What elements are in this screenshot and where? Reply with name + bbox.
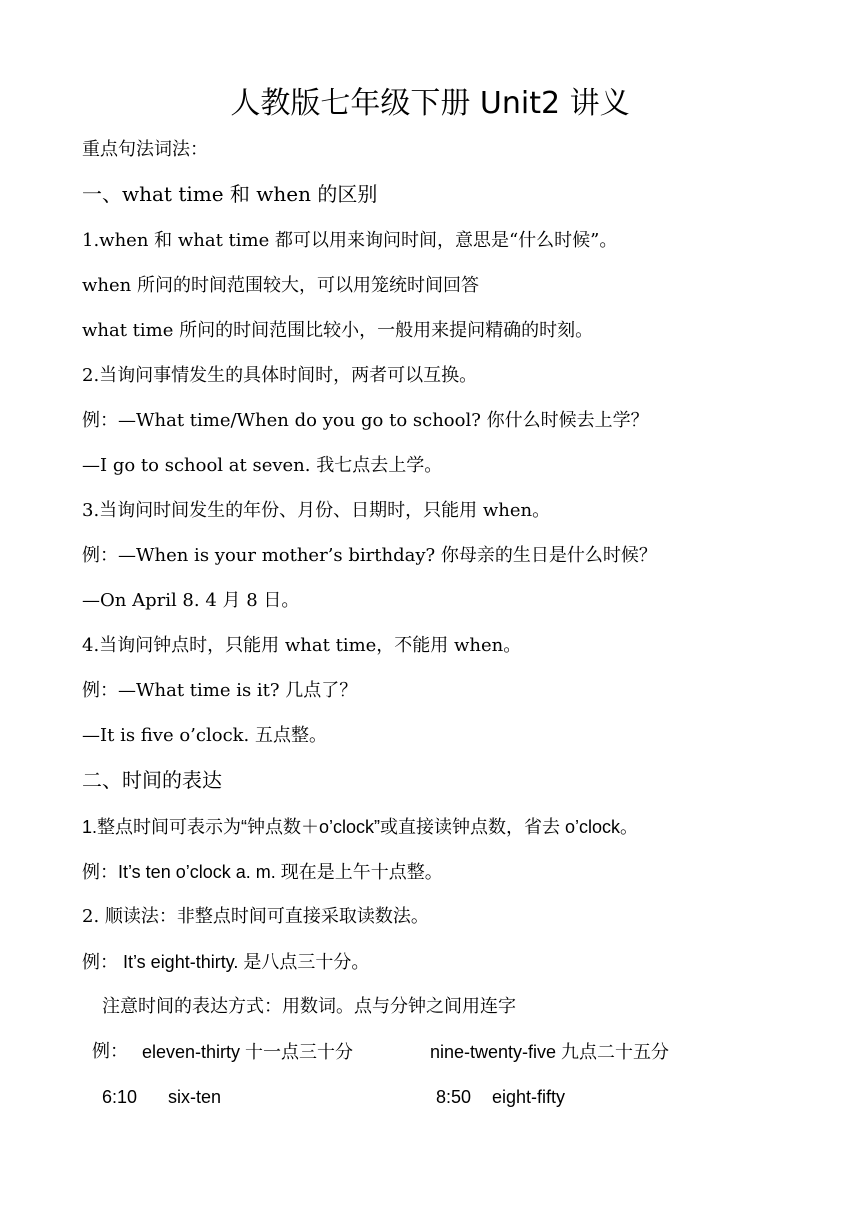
section1-line-3: what time 所问的时间范围比较小，一般用来提问精确的时刻。	[82, 320, 594, 341]
section1-heading: 一、what time 和 when 的区别	[82, 182, 378, 206]
page-title: 人教版七年级下册 Unit2 讲义	[230, 86, 630, 121]
time-word-2: eight-fifty	[492, 1087, 566, 1107]
example-label: 例：	[92, 1041, 128, 1062]
section1-line-8: 例：—When is your mother’s birthday? 你母亲的生日是什么时候？	[82, 545, 657, 566]
subtitle: 重点句法词法：	[82, 139, 208, 160]
section2-line-3: 2. 顺读法：非整点时间可直接采取读数法。	[82, 906, 429, 927]
section1-line-2: when 所问的时间范围较大，可以用笼统时间回答	[82, 275, 479, 296]
section2-line-2: 例：It’s ten o’clock a. m. 现在是上午十点整。	[82, 862, 443, 882]
time-1: 6:10	[102, 1087, 138, 1107]
time-2: 8:50	[436, 1087, 472, 1107]
section1-line-5: 例：—What time/When do you go to school? 你什么时候去上学？	[82, 410, 649, 431]
example-item-2: nine-twenty-five 九点二十五分	[430, 1042, 670, 1062]
section2-line-4: 例： It’s eight-thirty. 是八点三十分。	[82, 952, 370, 972]
section2-heading: 二、时间的表达	[82, 768, 222, 792]
section1-line-6: —I go to school at seven. 我七点去上学。	[82, 455, 443, 476]
section1-line-12: —It is five o’clock. 五点整。	[82, 725, 327, 746]
example-item-1: eleven-thirty 十一点三十分	[142, 1042, 354, 1062]
time-word-1: six-ten	[168, 1087, 222, 1107]
section1-line-1: 1.when 和 what time 都可以用来询问时间，意思是“什么时候”。	[82, 230, 618, 251]
section1-line-11: 例：—What time is it? 几点了？	[82, 680, 358, 701]
section1-line-7: 3.当询问时间发生的年份、月份、日期时，只能用 when。	[82, 500, 551, 521]
section1-line-4: 2.当询问事情发生的具体时间时，两者可以互换。	[82, 365, 478, 386]
section1-line-10: 4.当询问钟点时，只能用 what time，不能用 when。	[82, 635, 522, 656]
section2-line-1: 1.整点时间可表示为“钟点数＋o’clock”或直接读钟点数，省去 o’clock。	[82, 817, 639, 837]
section1-line-9: —On April 8. 4 月 8 日。	[82, 590, 300, 611]
section2-note: 注意时间的表达方式：用数词。点与分钟之间用连字	[102, 996, 516, 1017]
